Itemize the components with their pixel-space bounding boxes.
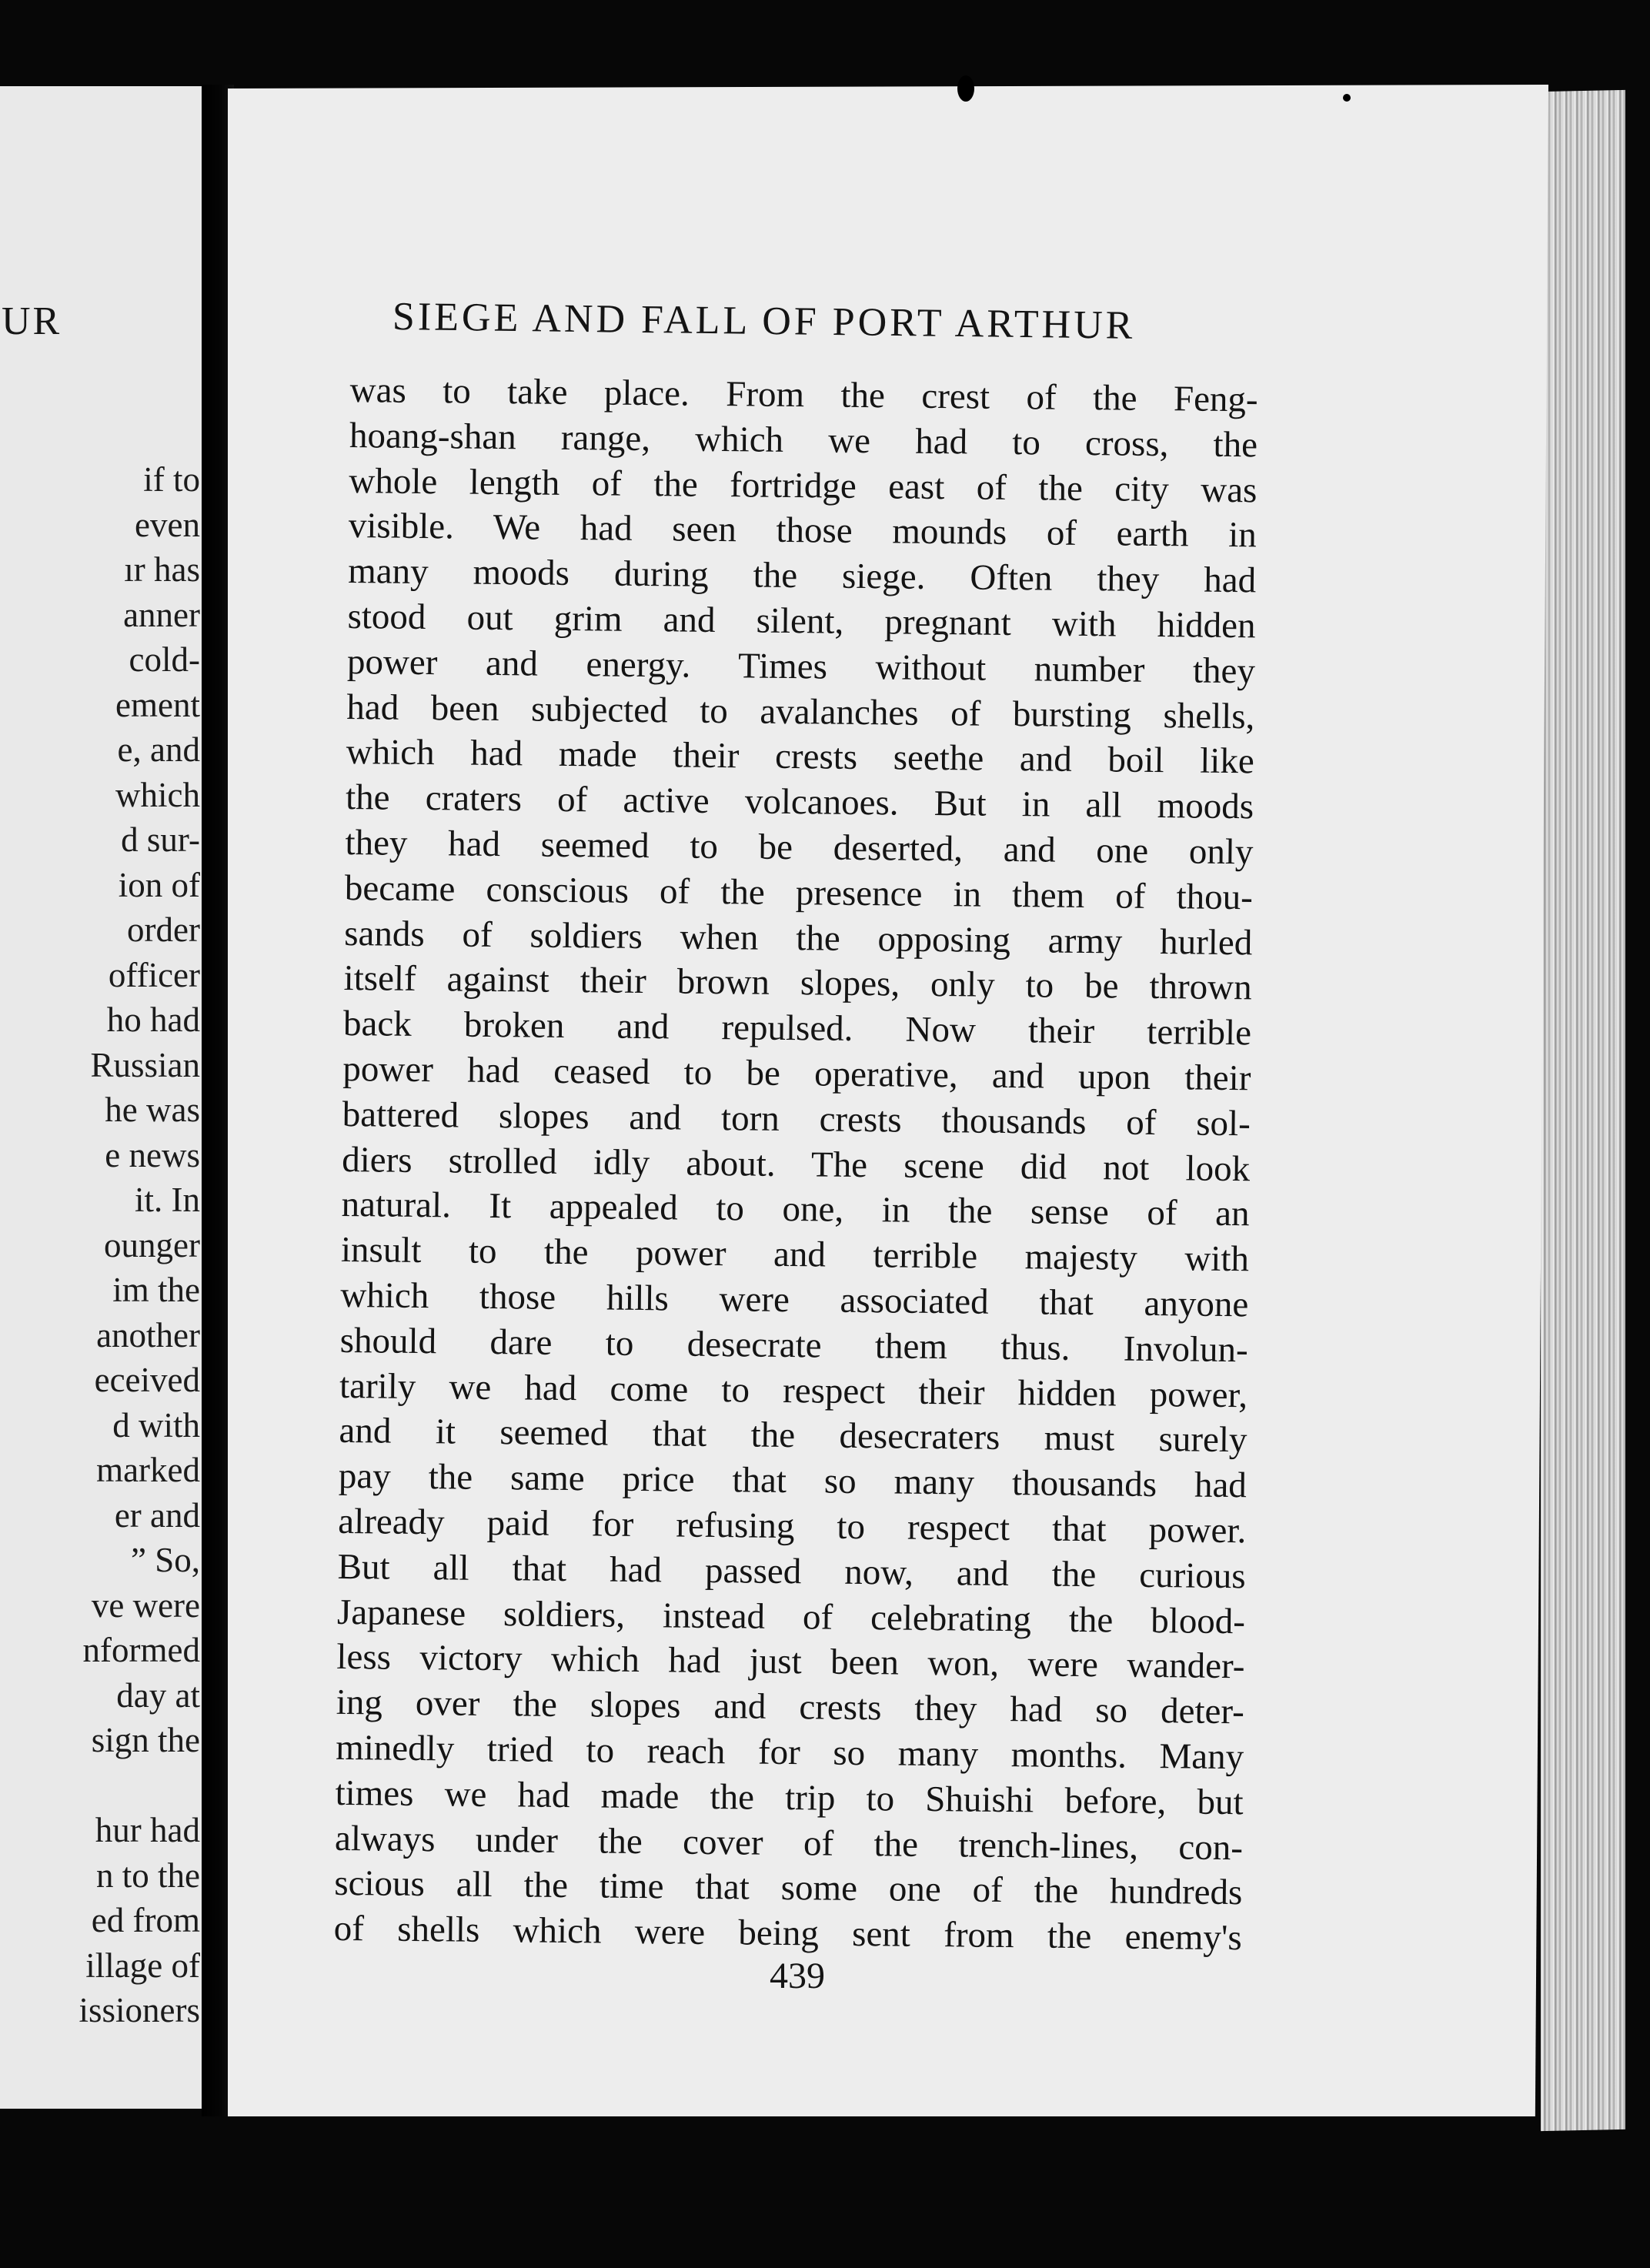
text-line: tarily we had come to respect their hidden power, <box>339 1365 1248 1415</box>
text-line: insult to the power and terrible majesty with <box>340 1230 1250 1280</box>
left-page-line: ement <box>115 685 200 724</box>
left-page-line: eceived <box>94 1361 200 1399</box>
left-page-line: ve were <box>91 1585 200 1625</box>
text-line: times we had made the trip to Shuishi before, but <box>335 1772 1244 1822</box>
left-page-line: ed from <box>91 1901 200 1939</box>
left-page-text <box>79 457 201 2033</box>
page-edges <box>1541 90 1625 2131</box>
left-page-line: if to <box>143 460 200 499</box>
left-page-line: order <box>127 910 200 949</box>
text-line: sands of soldiers when the opposing army hurled <box>344 913 1253 963</box>
running-head: SIEGE AND FALL OF PORT ARTHUR <box>392 295 1136 348</box>
left-page-line: nformed <box>82 1631 200 1669</box>
left-page-line: it. In <box>135 1181 200 1219</box>
text-line: itself against their brown slopes, only to be thrown <box>343 958 1252 1008</box>
text-line: back broken and repulsed. Now their terrible <box>342 1004 1252 1054</box>
text-line: scious all the time that some one of the hundreds <box>334 1863 1243 1913</box>
left-page-line: n to the <box>96 1855 200 1895</box>
left-page-line: er and <box>114 1495 200 1535</box>
body-text <box>333 368 1258 1961</box>
text-line: diers strolled idly about. The scene did not look <box>341 1139 1251 1189</box>
text-line: stood out grim and silent, pregnant with hidden <box>347 596 1256 646</box>
text-line: hoang-shan range, which we had to cross, the <box>349 415 1258 466</box>
text-line: visible. We had seen those mounds of earth in <box>348 506 1258 556</box>
text-line: was to take place. From the crest of the Feng- <box>349 369 1258 420</box>
text-line: always under the cover of the trench-lines, con- <box>334 1818 1244 1868</box>
text-line: became conscious of the presence in them of thou- <box>344 867 1254 918</box>
left-page-line: cold- <box>129 640 200 679</box>
text-line: less victory which had just been won, were wander- <box>336 1637 1245 1687</box>
left-page-line: ır has <box>124 550 200 589</box>
left-page-line: officer <box>108 955 200 994</box>
text-line: minedly tried to reach for so many months. Many <box>335 1727 1244 1778</box>
text-line: should dare to desecrate them thus. Involun- <box>339 1320 1248 1371</box>
text-line: battered slopes and torn crests thousands of sol- <box>342 1094 1251 1144</box>
left-page-line: illage of <box>85 1946 200 1985</box>
left-page-line: ounger <box>104 1225 200 1264</box>
page-number: 439 <box>770 1956 825 1996</box>
text-line: pay the same price that so many thousands had <box>338 1456 1248 1506</box>
left-page <box>0 86 202 2109</box>
ink-speck <box>957 75 974 102</box>
text-line: natural. It appealed to one, in the sense of an <box>341 1184 1250 1234</box>
left-page-line: ” So, <box>131 1541 200 1579</box>
left-page-line: day at <box>116 1675 200 1715</box>
left-page-running-head: UR <box>2 299 62 343</box>
left-page-line: another <box>96 1315 200 1354</box>
text-line: had been subjected to avalanches of bursting shells, <box>346 686 1255 737</box>
left-page-line: ho had <box>106 1000 200 1039</box>
left-page-line: d with <box>112 1405 200 1445</box>
text-line: of shells which were being sent from the enemy's <box>333 1908 1242 1959</box>
text-line: many moods during the siege. Often they had <box>347 551 1257 601</box>
text-line: power and energy. Times without number they <box>346 641 1256 692</box>
left-page-line: which <box>115 775 200 814</box>
text-line: the craters of active volcanoes. But in all moods <box>345 777 1254 827</box>
left-page-line: Russian <box>90 1045 200 1084</box>
text-line: and it seemed that the desecraters must surely <box>339 1411 1248 1461</box>
left-page-line: even <box>135 505 200 544</box>
left-page-line: sign the <box>91 1721 200 1759</box>
text-line: already paid for refusing to respect that power. <box>338 1501 1247 1552</box>
text-line: power had ceased to be operative, and upon their <box>342 1048 1251 1099</box>
left-page-line: anner <box>123 595 200 634</box>
text-line: Japanese soldiers, instead of celebrating the blood- <box>336 1592 1246 1642</box>
text-line: they had seemed to be deserted, and one only <box>345 822 1254 873</box>
ink-speck <box>1343 94 1351 102</box>
text-line: whole length of the fortridge east of the city was <box>349 460 1258 510</box>
left-page-line: d sur- <box>121 820 200 859</box>
left-page-line: ion of <box>118 865 200 904</box>
left-page-line: im the <box>112 1271 200 1309</box>
left-page-line: marked <box>96 1451 200 1489</box>
text-line: which those hills were associated that anyone <box>340 1274 1249 1325</box>
left-page-line: issioners <box>78 1991 200 2029</box>
text-line: But all that had passed now, and the curious <box>337 1546 1246 1596</box>
left-page-line: he was <box>105 1091 200 1129</box>
text-line: which had made their crests seethe and boil like <box>346 732 1254 782</box>
text-line: ing over the slopes and crests they had so deter- <box>336 1682 1245 1732</box>
left-page-line: e news <box>105 1135 200 1174</box>
left-page-line <box>79 1763 201 1809</box>
left-page-line: hur had <box>95 1811 200 1849</box>
left-page-line: e, and <box>117 730 200 769</box>
